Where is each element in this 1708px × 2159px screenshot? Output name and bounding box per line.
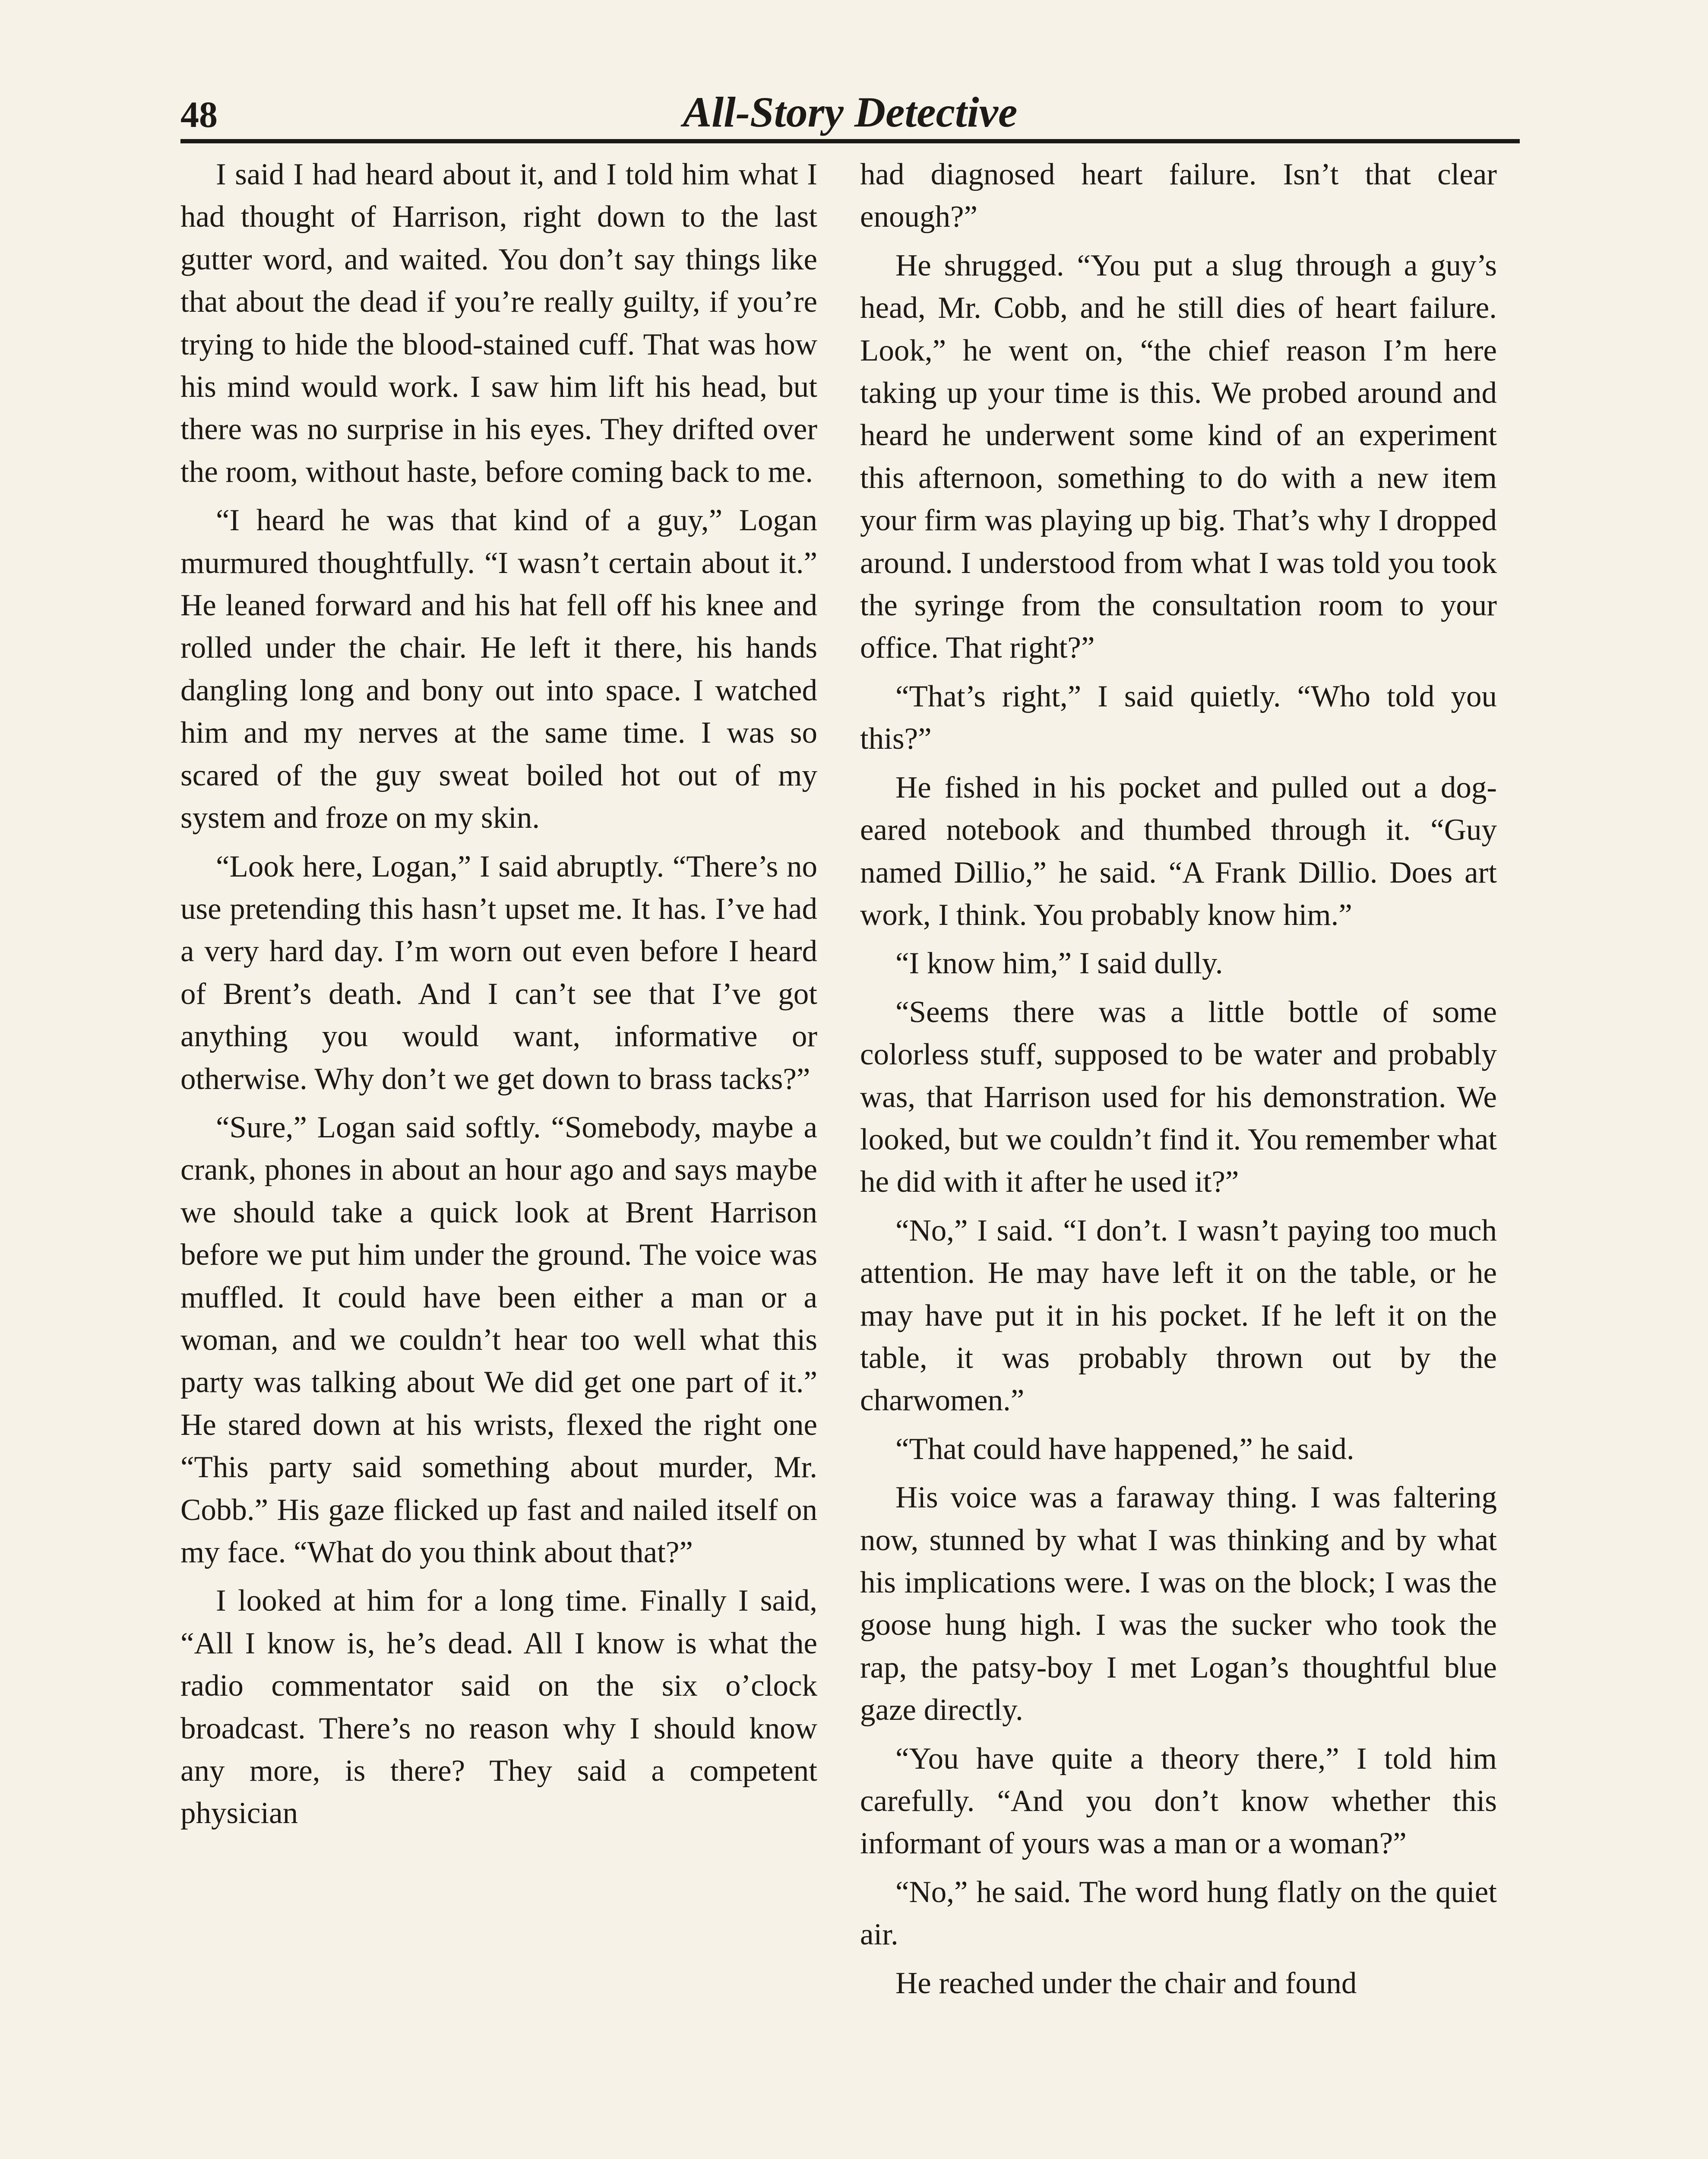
paragraph: “You have quite a theory there,” I told him carefully. “And you don’t know whether this informant of yours was a man or a woman?” bbox=[860, 1741, 1497, 1861]
paragraph: “No,” I said. “I don’t. I wasn’t paying too much attention. He may have left it on the table, or he may have put it in his pocket. If he left it on the table, it was probably thrown out by the charwomen.” bbox=[860, 1213, 1497, 1418]
header-divider bbox=[180, 139, 1520, 143]
paragraph: “That could have happened,” he said. bbox=[895, 1432, 1354, 1466]
paragraph: He fished in his pocket and pulled out a dog-eared notebook and thumbed through it. “Guy named Dillio,” he said. “A Frank Dillio. Does art work, I think. You probably know him.” bbox=[860, 770, 1497, 932]
paragraph: I looked at him for a long time. Finally I said, “All I know is, he’s dead. All I know is what the radio commentator said on the six o’clock broadcast. There’s no reason why I should know any more, is there? They said a competent physician bbox=[180, 1584, 817, 1830]
paragraph: I said I had heard about it, and I told him what I had thought of Harrison, right down to the last gutter word, and waited. You don’t say things like that about the dead if you’re really guilty, if you’re trying to hide the blood-stained cuff. That was how his mind would work. I saw him lift his head, but there was no surprise in his eyes. They drifted over the room, without haste, before coming back to me. bbox=[180, 158, 817, 489]
paragraph: “Sure,” Logan said softly. “Somebody, maybe a crank, phones in about an hour ago and says maybe we should take a quick look at Brent Harrison before we put him under the ground. The voice was muffled. It could have been either a man or a woman, and we couldn’t hear too well what this party was talking about We did get one part of it.” He stared down at his wrists, flexed the right one “This party said something about murder, Mr. Cobb.” His gaze flicked up fast and nailed itself on my face. “What do you think about that?” bbox=[180, 1110, 817, 1569]
page-number: 48 bbox=[180, 94, 218, 135]
paragraph: He reached under the chair and found bbox=[895, 1966, 1357, 2000]
paragraph: He shrugged. “You put a slug through a guy’s head, Mr. Cobb, and he still dies of heart failure. Look,” he went on, “the chief reason I’m here taking up your time is this. We probed around and heard he underwent some kind of an experiment this afternoon, something to do with a new item your firm was playing up big. That’s why I dropped around. I understood from what I was told you took the syringe from the consultation room to your office. That right?” bbox=[860, 248, 1497, 665]
paragraph: “That’s right,” I said quietly. “Who told you this?” bbox=[860, 679, 1497, 756]
left-column bbox=[180, 153, 817, 1841]
paragraph: “No,” he said. The word hung flatly on the quiet air. bbox=[860, 1875, 1497, 1952]
paragraph: “I know him,” I said dully. bbox=[895, 947, 1223, 981]
paragraph-continuation: had diagnosed heart failure. Isn’t that clear enough?” bbox=[860, 158, 1497, 234]
paragraph: His voice was a faraway thing. I was faltering now, stunned by what I was thinking and by what his implications were. I was on the block; I was the goose hung high. I was the sucker who took the rap, the patsy-boy I met Logan’s thoughtful blue gaze directly. bbox=[860, 1481, 1497, 1727]
paragraph: “Seems there was a little bottle of some colorless stuff, supposed to be water and probably was, that Harrison used for his demonstration. We looked, but we couldn’t find it. You remember what he did with it after he used it?” bbox=[860, 995, 1497, 1199]
paragraph: “I heard he was that kind of a guy,” Logan murmured thoughtfully. “I wasn’t certain about it.” He leaned forward and his hat fell off his knee and rolled under the chair. He left it there, his hands dangling long and bony out into space. I watched him and my nerves at the same time. I was so scared of the guy sweat boiled hot out of my system and froze on my skin. bbox=[180, 503, 817, 835]
right-column bbox=[860, 153, 1497, 2010]
magazine-title: All-Story Detective bbox=[683, 88, 1018, 136]
paragraph: “Look here, Logan,” I said abruptly. “There’s no use pretending this hasn’t upset me. It has. I’ve had a very hard day. I’m worn out even before I heard of Brent’s death. And I can’t see that I’ve got anything you would want, informative or otherwise. Why don’t we get down to brass tacks?” bbox=[180, 849, 817, 1096]
page-header bbox=[180, 86, 1520, 142]
